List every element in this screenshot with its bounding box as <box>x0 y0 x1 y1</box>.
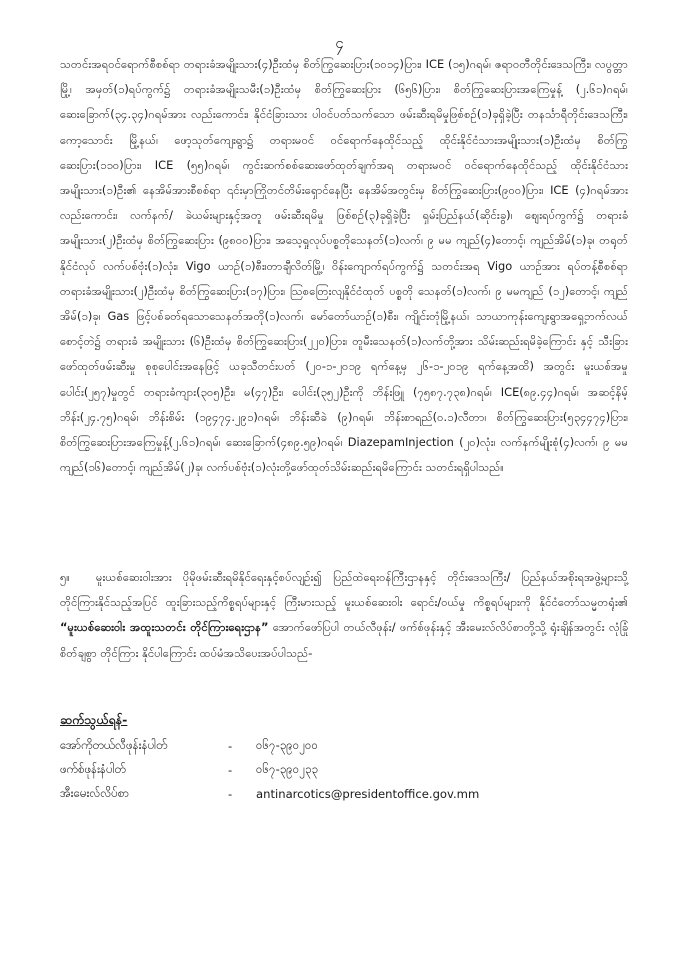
contact-table <box>60 734 620 806</box>
contact-heading: ဆက်သွယ်ရန်- <box>60 712 128 727</box>
paragraph-number: ၅။ <box>60 570 70 584</box>
fax-number: ၀၆၇-၃၉၀၂၃၃ <box>256 761 319 776</box>
contact-row-phone <box>60 734 620 758</box>
contact-label: အော်ကိုတယ်လီဖုန်းနံပါတ် <box>60 737 168 752</box>
contact-separator: - <box>228 787 233 801</box>
contact-row-email <box>60 782 620 806</box>
email-address[interactable]: antinarcotics@presidentoffice.gov.mm <box>256 787 480 801</box>
phone-number: ၀၆၇-၃၉၀၂၀၀ <box>256 737 319 752</box>
contact-row-fax <box>60 758 620 782</box>
contact-separator: - <box>228 739 233 753</box>
page-number: ၄ <box>335 34 344 52</box>
paragraph-4-continued: သတင်းအရဝင်ရောက်စီစစ်ရာ တရားခံအမျိုးသား(၄)ဦးထံမှ စိတ်ကြွဆေးပြား(၁၀၁၄)ပြား၊ ICE (၁၅)ဂရမ်၊ ဇရာဝတီတိုင်းဒေသကြီး၊ လပွတ္တာမြို့၊ အမှတ်(၁)ရပ်ကွက်၌ တရားခံအမျိုးသမီး(၁)ဦးထံမှ စိတ်ကြွဆေးပြား (၆၅၆)ပြား၊ စိတ်ကြွဆေးပြားအကြေမှုန့် (၂.၆၁)ဂရမ်၊ ဆေးခြောက်(၃၄.၃၄)ဂရမ်အား လည်းကောင်း၊ နိုင်ငံခြားသား ပါဝင်ပတ်သက်သော ဖမ်းဆီးရမိမှုဖြစ်စဉ်(၁)ခုရှိခဲ့ပြီး တနင်္သာရီတိုင်းဒေသကြီး၊ ကော့သောင်း မြို့နယ်၊ ဖော့သုတ်ကျေးရွာ၌ တရားမဝင် ဝင်ရောက်နေထိုင်သည့် ထိုင်းနိုင်ငံသားအမျိုးသား(၁)ဦးထံမှ စိတ်ကြွ ဆေးပြား(၁၁၀)ပြား၊ ICE (၅၅)ဂရမ်၊ ကွင်းဆက်စစ်ဆေးဖော်ထုတ်ချက်အရ တရားမဝင် ဝင်ရောက်နေထိုင်သည့် ထိုင်းနိုင်ငံသားအမျိုးသား(၁)ဦး၏ နေအိမ်အားစီစစ်ရာ ၎င်းမှာကြိုတင်တိမ်းရှောင်နေပြီး နေအိမ်အတွင်းမှ စိတ်ကြွဆေးပြား(၉၀၀)ပြား၊ ICE (၄)ဂရမ်အားလည်းကောင်း၊ လက်နက်/ ခဲယမ်းများနှင့်အတူ ဖမ်းဆီးရမိမှု ဖြစ်စဉ်(၃)ခုရှိခဲ့ပြီး ရှမ်းပြည်နယ်(ဆိုင်းခွ)၊ ဈေးရပ်ကွက်၌ တရားခံအမျိုးသား(၂)ဦးထံမှ စိတ်ကြွဆေးပြား (၉၈၀၀)ပြား၊ အသေ့ရှုလုပ်ပစ္စတိုသေနတ်(၁)လက်၊ ၉ မမ ကျည်(၄)တောင့်၊ ကျည်အိမ်(၁)ခု၊ တရုတ်နိုင်ငံလုပ် လက်ပစ်ဗုံး(၁)လုံး၊ Vigo ယာဉ်(၁)စီး၊တာချီလိတ်မြို့၊ ဝိန်းကျောက်ရပ်ကွက်၌ သတင်းအရ Vigo ယာဉ်အား ရပ်တန့်စီစစ်ရာ တရားခံအမျိုးသား(၂)ဦးထံမှ စိတ်ကြွဆေးပြား(၁၇)ပြား၊ သြစတြေးလျနိုင်ငံထုတ် ပစ္စတို သေနတ်(၁)လက်၊ ၉ မမကျည် (၁၂)တောင့်၊ ကျည်အိမ်(၁)ခု၊ Gas ဖြင့်ပစ်ခတ်ရသောသေနတ်အတို(၁)လက်၊ မော်တော်ယာဉ်(၁)စီး၊ ကျိုင်းတုံမြို့နယ်၊ သာယာကုန်းကျေးရွာအရှေ့ဘက်လယ်စောင့်တဲ၌ တရားခံ အမျိုးသား (၆)ဦးထံမှ စိတ်ကြွဆေးပြား(၂၂၀)ပြား၊ တူမီးသေနတ်(၁)လက်တို့အား သိမ်းဆည်းရမိခဲ့ကြောင်း နှင့် သီးခြား ဖော်ထုတ်ဖမ်းဆီးမှု စုစုပေါင်းအနေဖြင့် ယခုသီတင်းပတ် (၂၀-၁-၂၀၁၉ ရက်နေ့မှ ၂၆-၁-၂၀၁၉ ရက်နေ့အထိ) အတွင်း မူးယစ်အမှုပေါင်း(၂၅၇)မှုတွင် တရားခံကျား(၃၀၅)ဦး၊ မ(၄၇)ဦး၊ ပေါင်း(၃၅၂)ဦးကို ဘိန်းဖြူ (၇၅၈၇.၇၃၈)ဂရမ်၊ ICE(၈၉.၄၄)ဂရမ်၊ အဆင့်နိမ့်ဘိန်း(၂၄.၇၅)ဂရမ်၊ ဘိန်းစိမ်း (၁၉၄၇၄.၂၉၁)ဂရမ်၊ ဘိန်းဆီခဲ (၉)ဂရမ်၊ ဘိန်းစာရည်(၀.၁)လီတာ၊ စိတ်ကြွဆေးပြား(၅၃၄၄၇၄)ပြား၊ စိတ်ကြွဆေးပြားအကြေမှုန့်(၂.၆၁)ဂရမ်၊ ဆေးခြောက်(၄၈၉.၅၉)ဂရမ်၊ DiazepamInjection (၂၀)လုံး၊ လက်နက်မျိုးစုံ(၄)လက်၊ ၉ မမ ကျည်(၁၆)တောင့်၊ ကျည်အိမ်(၂)ခု၊ လက်ပစ်ဗုံး(၁)လုံးတို့ဖော်ထုတ်သိမ်းဆည်းရမိကြောင်း သတင်းရရှိပါသည်။ <box>60 57 628 475</box>
paragraph-text-after: အောက်ဖော်ပြပါ တယ်လီဖုန်း/ ဖက်စ်ဖုန်းနှင့် အီးမေးလ်လိပ်စာတို့သို့ ရုံးချိန်အတွင်း လုံခြုံစိတ်ချစွာ တိုင်ကြား နိုင်ပါကြောင်း ထပ်မံအသိပေးအပ်ပါသည်- <box>60 620 628 660</box>
hotline-department-name: “မူးယစ်ဆေးဝါး အထူးသတင်း တိုင်ကြားရေးဌာန” <box>60 620 269 635</box>
contact-label: ဖက်စ်ဖုန်းနံပါတ် <box>60 761 126 776</box>
contact-separator: - <box>228 763 233 777</box>
paragraph-5 <box>60 565 628 666</box>
contact-label: အီးမေးလ်လိပ်စာ <box>60 785 130 800</box>
paragraph-text-before: မူးယစ်ဆေးဝါးအား ပိုမိုဖမ်းဆီးရမိနိုင်ရေးနှင့်စပ်လျဉ်း၍ ပြည်ထဲရေးဝန်ကြီးဌာနနှင့် တိုင်းဒေသကြီး/ ပြည်နယ်အစိုးရအဖွဲ့များသို့ တိုင်ကြားနိုင်သည့်အပြင် ထူးခြားသည့်ကိစ္စရပ်များနှင့် ကြီးမားသည့် မူးယစ်ဆေးဝါး ရောင်း/ဝယ်မှု ကိစ္စရပ်များကို နိုင်ငံတော်သမ္မတရုံး၏ <box>60 570 628 610</box>
